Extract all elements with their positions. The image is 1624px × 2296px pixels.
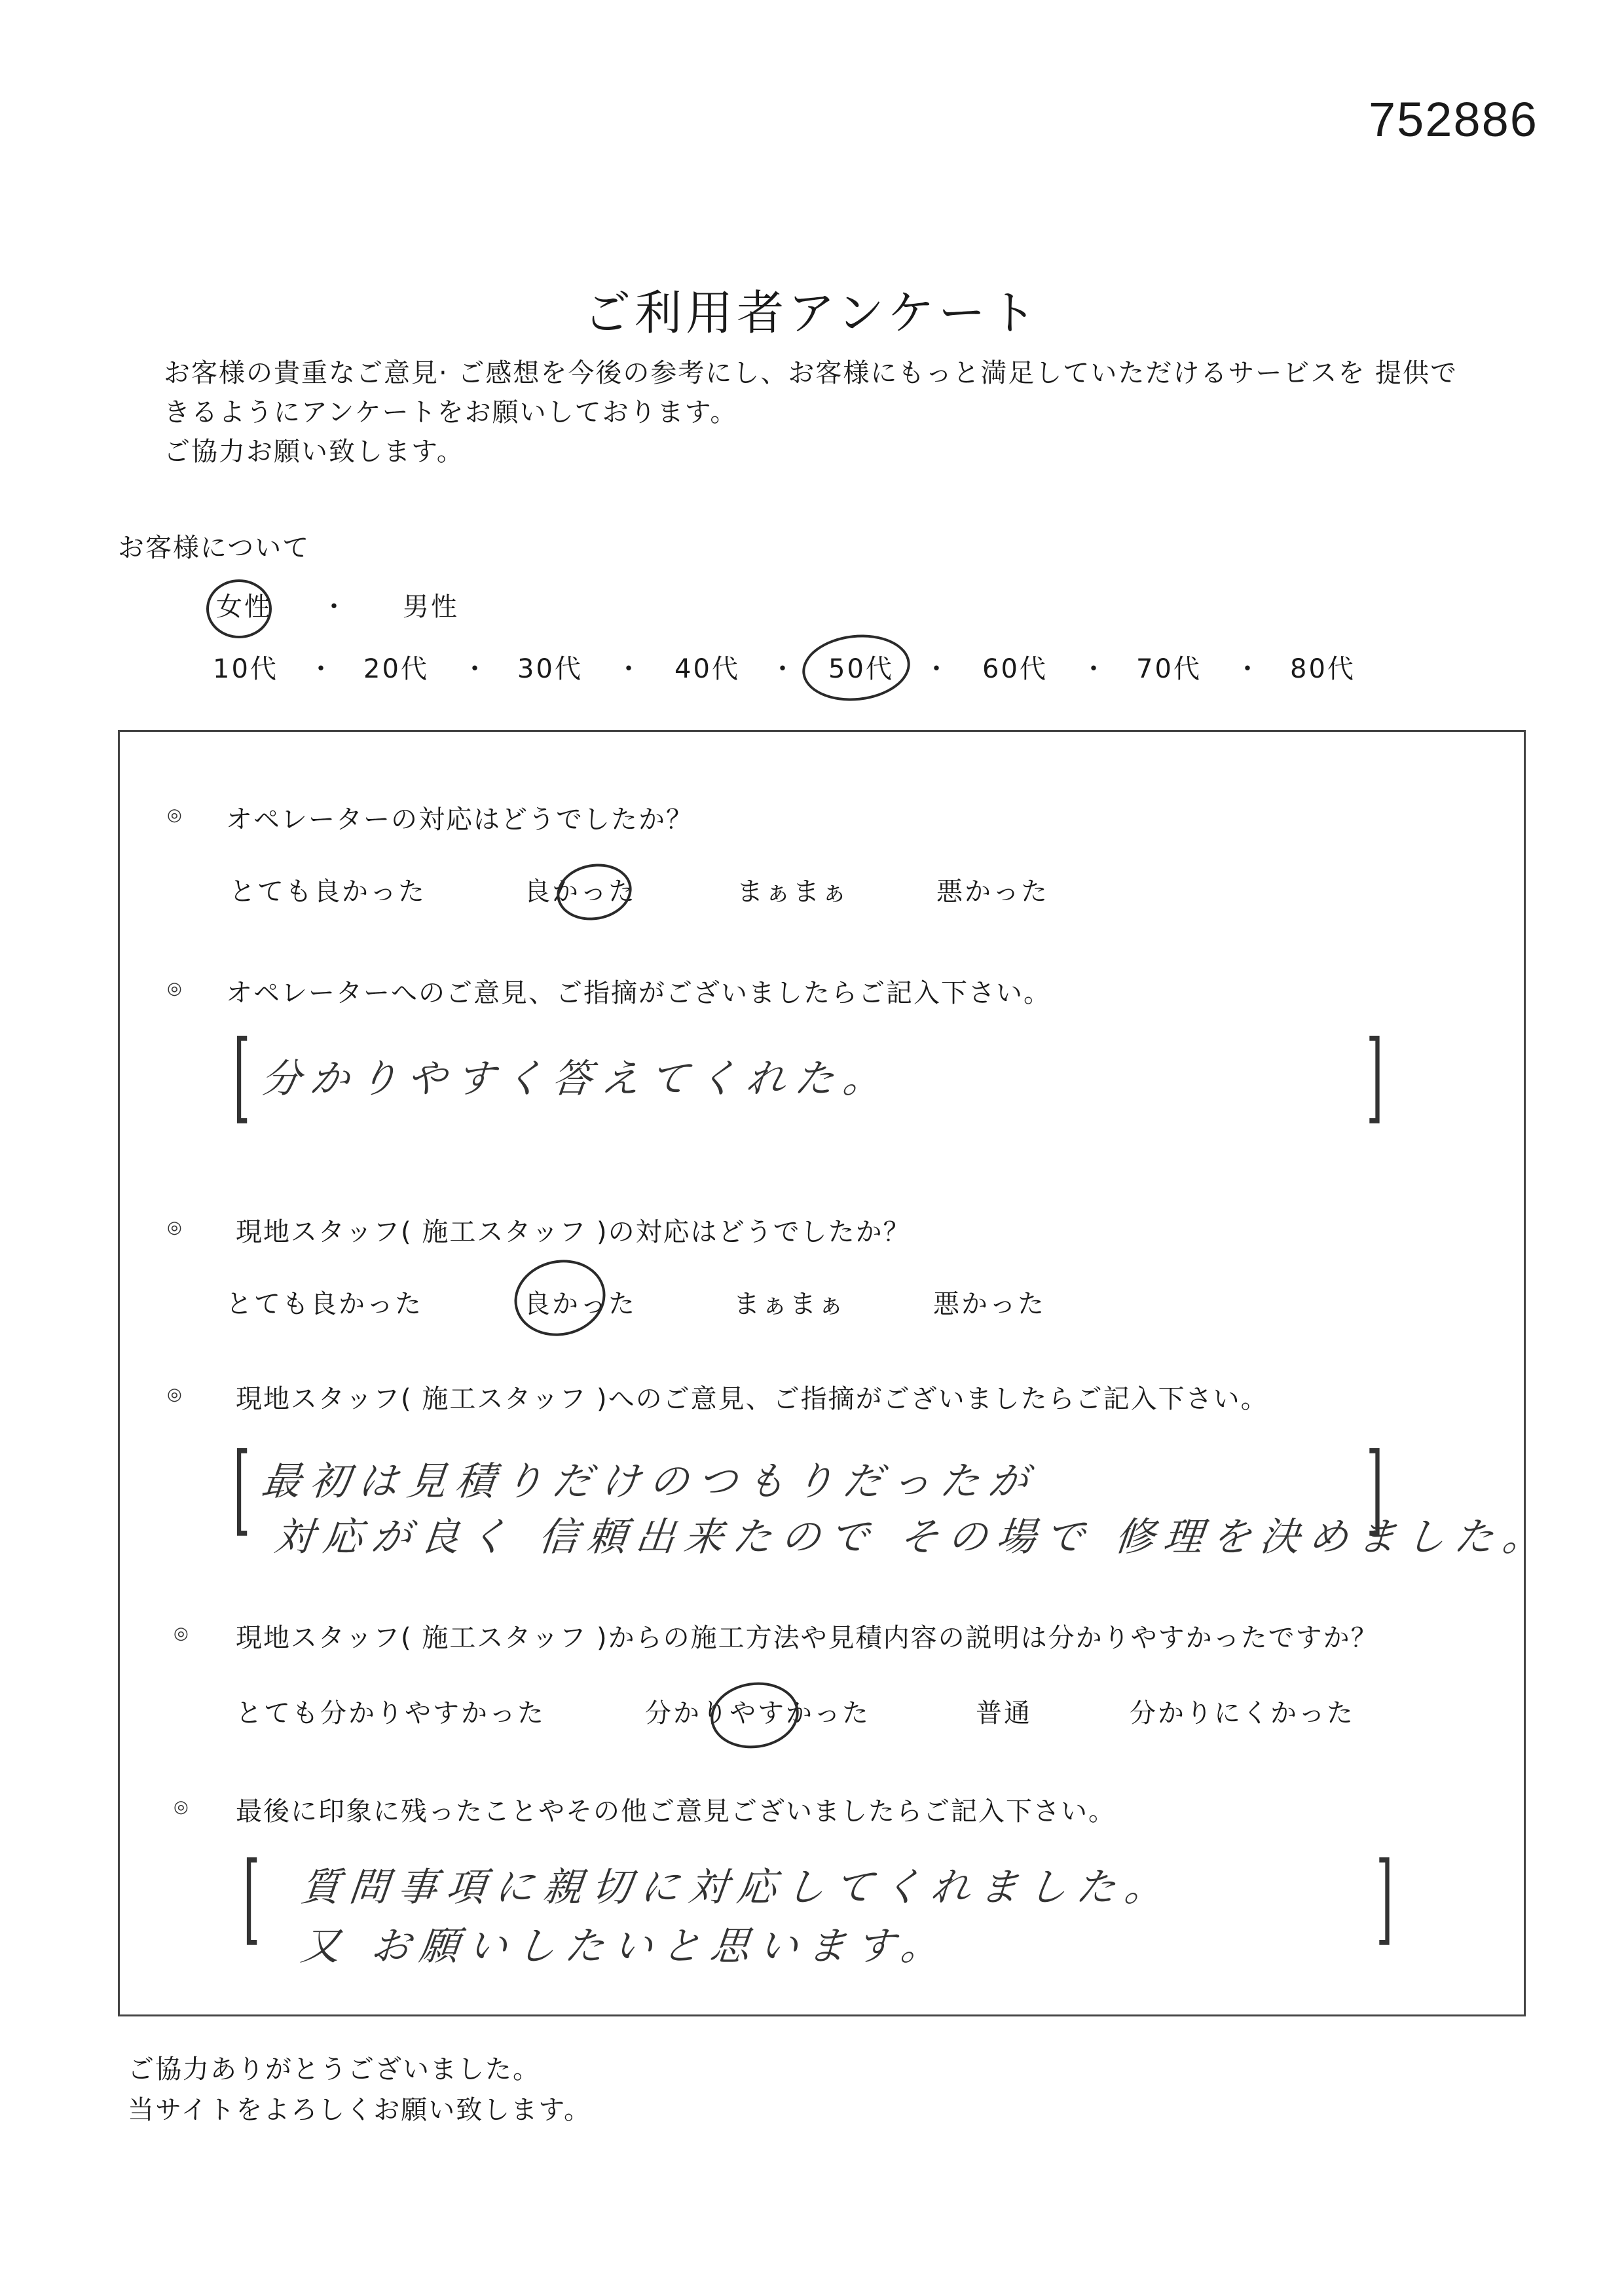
selection-circle xyxy=(206,579,272,638)
operator-comment-answer: 分かりやすく答えてくれた。 xyxy=(259,1056,895,1102)
q5-option-normal[interactable]: 普通 xyxy=(976,1698,1032,1728)
page-title: ご利用者アンケート xyxy=(583,285,1041,340)
separator: ・ xyxy=(462,654,488,684)
separator: ・ xyxy=(923,654,950,684)
footer-text xyxy=(128,2049,591,2130)
q3-option-average[interactable]: まぁまぁ xyxy=(733,1289,846,1319)
q1-option-average[interactable]: まぁまぁ xyxy=(737,877,849,907)
age-option-30[interactable]: 30代 xyxy=(517,654,583,684)
question-staff-comments: 現地スタッフ( 施工スタッフ )へのご意見、ご指摘がございましたらご記入下さい。 xyxy=(236,1384,1268,1414)
customer-section-label: お客様について xyxy=(118,533,310,563)
gender-option-male[interactable]: 男性 xyxy=(403,592,459,622)
q1-option-good[interactable]: 良かった xyxy=(524,877,637,907)
bullet-icon: ◎ xyxy=(174,1624,189,1643)
q1-option-very-good[interactable]: とても良かった xyxy=(229,877,426,907)
age-option-10[interactable]: 10代 xyxy=(213,654,278,684)
q5-option-clear[interactable]: 分かりやすかった xyxy=(645,1698,870,1728)
staff-comment-answer-line-1: 最初は見積りだけのつもりだったが xyxy=(259,1459,1040,1504)
intro-line: きるようにアンケートをお願いしております。 xyxy=(164,397,738,428)
separator: ・ xyxy=(1234,654,1261,684)
intro-line: お客様の貴重なご意見· ご感想を今後の参考にし、お客様にもっと満足していただけるサービスを 提供で xyxy=(164,358,1458,388)
question-operator-response: オペレーターの対応はどうでしたか？ xyxy=(226,805,693,835)
question-final-comments: 最後に印象に残ったことやその他ご意見ございましたらご記入下さい。 xyxy=(236,1796,1116,1827)
bullet-icon: ◎ xyxy=(174,1797,189,1817)
final-comment-answer-line-1: 質問事項に親切に対応してくれました。 xyxy=(298,1865,1176,1910)
bullet-icon: ◎ xyxy=(167,1218,182,1237)
age-option-70[interactable]: 70代 xyxy=(1136,654,1202,684)
q3-option-very-good[interactable]: とても良かった xyxy=(226,1289,423,1319)
document-id: 752886 xyxy=(1369,92,1538,147)
separator: ・ xyxy=(616,654,642,684)
bullet-icon: ◎ xyxy=(167,979,182,998)
gender-option-female[interactable]: 女性 xyxy=(216,592,272,622)
separator: ・ xyxy=(1080,654,1107,684)
staff-comment-answer-line-2: 対応が良く 信頼出来たので その場で 修理を決めました。 xyxy=(272,1514,1554,1560)
bullet-icon: ◎ xyxy=(167,805,182,825)
intro-text xyxy=(164,354,1458,471)
bracket-open: [ xyxy=(233,1020,251,1134)
question-explanation-clarity: 現地スタッフ( 施工スタッフ )からの施工方法や見積内容の説明は分かりやすかったですか？ xyxy=(236,1623,1378,1653)
q5-option-unclear[interactable]: 分かりにくかった xyxy=(1130,1698,1355,1728)
age-option-60[interactable]: 60代 xyxy=(982,654,1048,684)
bracket-open: [ xyxy=(233,1432,251,1546)
question-operator-comments: オペレーターへのご意見、ご指摘がございましたらご記入下さい。 xyxy=(226,978,1051,1008)
intro-line: ご協力お願い致します。 xyxy=(164,437,464,467)
bracket-close: ] xyxy=(1366,1020,1384,1134)
q3-option-good[interactable]: 良かった xyxy=(524,1289,637,1319)
q3-option-bad[interactable]: 悪かった xyxy=(933,1289,1046,1319)
selection-circle xyxy=(799,630,913,706)
bracket-close: ] xyxy=(1366,1432,1384,1546)
age-option-80[interactable]: 80代 xyxy=(1290,654,1356,684)
q1-option-bad[interactable]: 悪かった xyxy=(936,877,1049,907)
separator: ・ xyxy=(321,592,347,622)
bracket-close: ] xyxy=(1376,1842,1393,1956)
bracket-open: [ xyxy=(243,1842,261,1956)
final-comment-answer-line-2: 又 お願いしたいと思います。 xyxy=(298,1923,952,1969)
footer-line: ご協力ありがとうございました。 xyxy=(128,2054,540,2085)
separator: ・ xyxy=(308,654,334,684)
age-option-40[interactable]: 40代 xyxy=(674,654,740,684)
q5-option-very-clear[interactable]: とても分かりやすかった xyxy=(236,1698,545,1728)
bullet-icon: ◎ xyxy=(167,1385,182,1404)
age-option-20[interactable]: 20代 xyxy=(363,654,429,684)
separator: ・ xyxy=(769,654,796,684)
question-staff-response: 現地スタッフ( 施工スタッフ )の対応はどうでしたか？ xyxy=(236,1217,911,1247)
age-option-50[interactable]: 50代 xyxy=(828,654,894,684)
footer-line: 当サイトをよろしくお願い致します。 xyxy=(128,2095,591,2125)
